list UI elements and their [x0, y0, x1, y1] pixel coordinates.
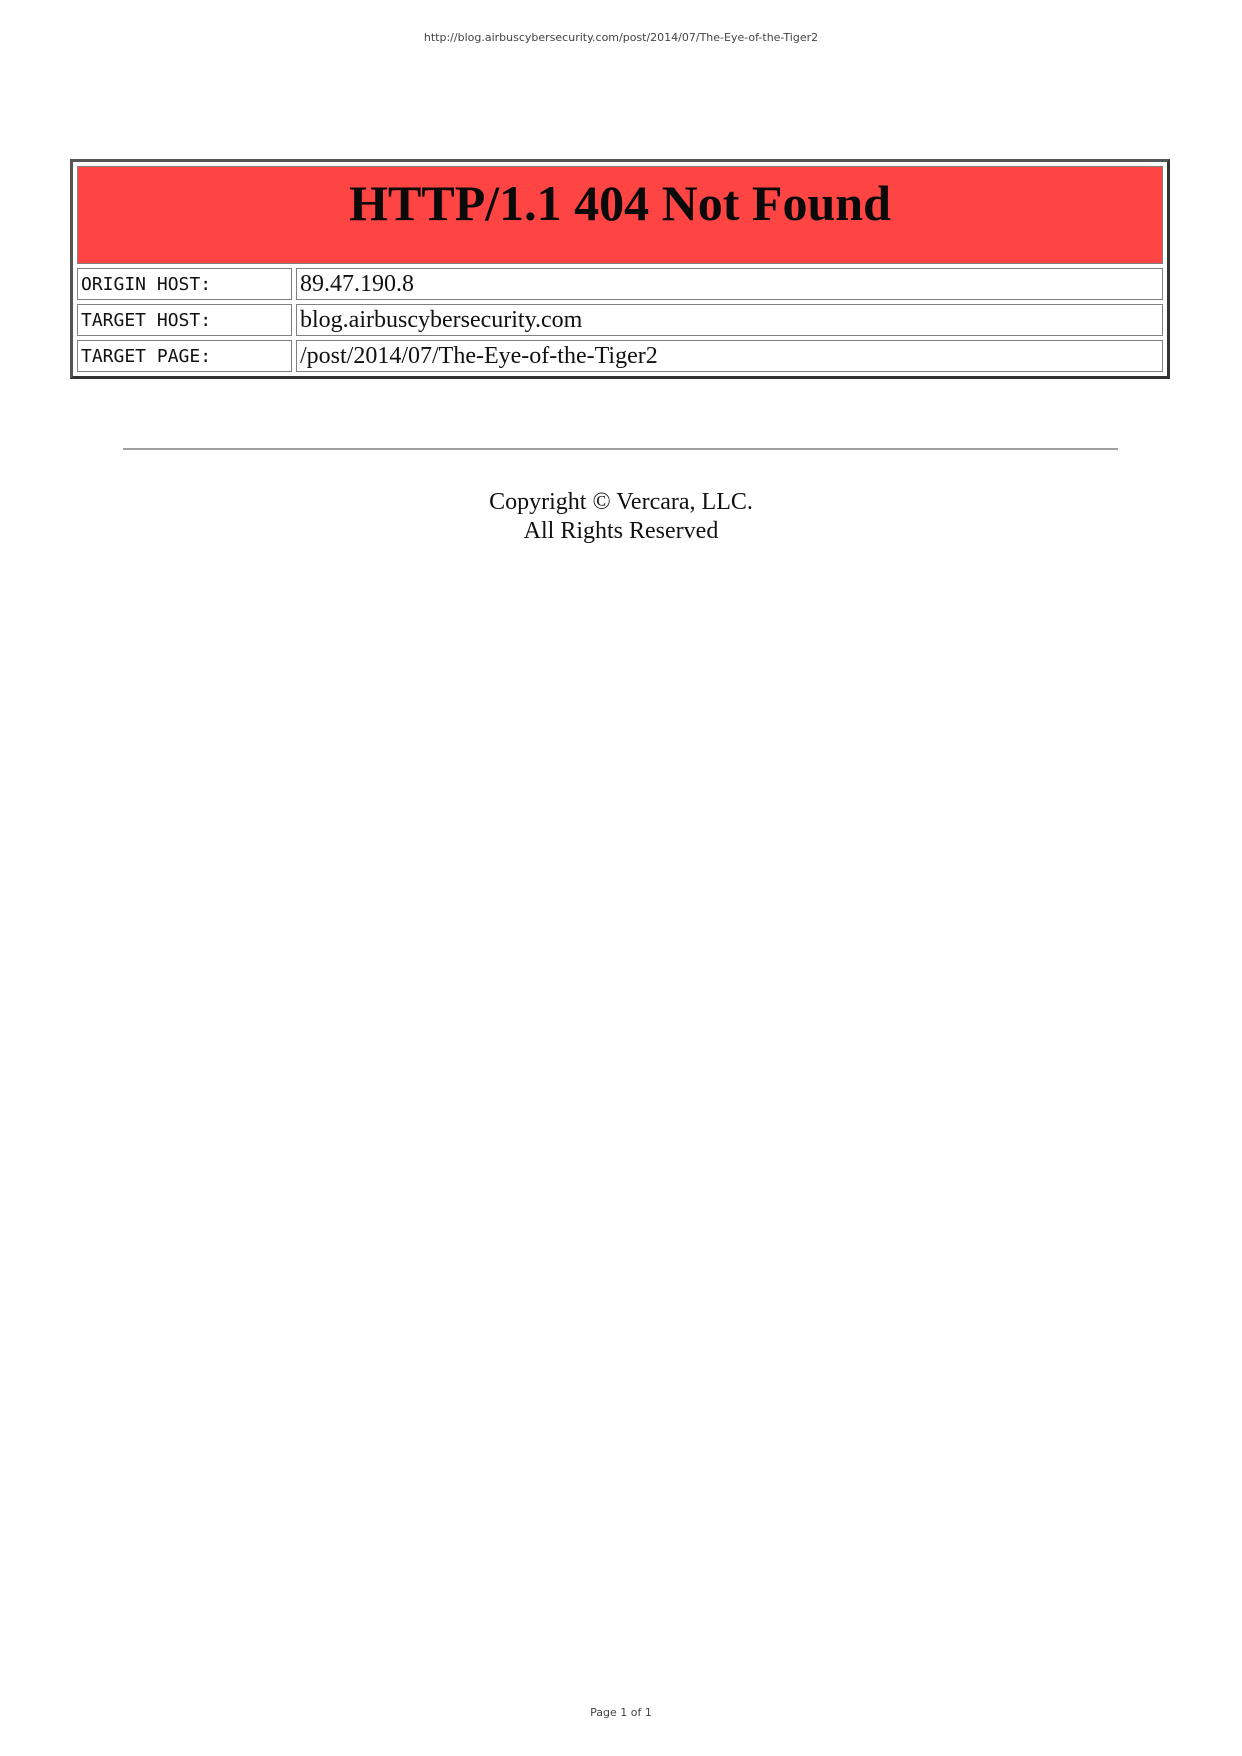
- origin-host-label: ORIGIN HOST:: [77, 268, 292, 300]
- title-cell: [77, 166, 1163, 264]
- title-row: [77, 166, 1163, 264]
- page-number: Page 1 of 1: [590, 1706, 652, 1719]
- divider: [123, 448, 1118, 450]
- target-host-label: TARGET HOST:: [77, 304, 292, 336]
- table-row: [77, 340, 1163, 372]
- origin-host-value: 89.47.190.8: [296, 268, 1163, 300]
- table-row: [77, 268, 1163, 300]
- print-header-url: http://blog.airbuscybersecurity.com/post/2014/07/The-Eye-of-the-Tiger2: [423, 31, 819, 44]
- error-table: [70, 159, 1170, 379]
- table-row: [77, 304, 1163, 336]
- error-title: HTTP/1.1 404 Not Found: [349, 175, 891, 231]
- target-host-value: blog.airbuscybersecurity.com: [296, 304, 1163, 336]
- copyright-block: [0, 488, 1242, 546]
- target-page-label: TARGET PAGE:: [77, 340, 292, 372]
- rights-reserved-line: All Rights Reserved: [523, 518, 719, 544]
- target-page-value: /post/2014/07/The-Eye-of-the-Tiger2: [296, 340, 1163, 372]
- copyright-line: Copyright © Vercara, LLC.: [489, 489, 753, 515]
